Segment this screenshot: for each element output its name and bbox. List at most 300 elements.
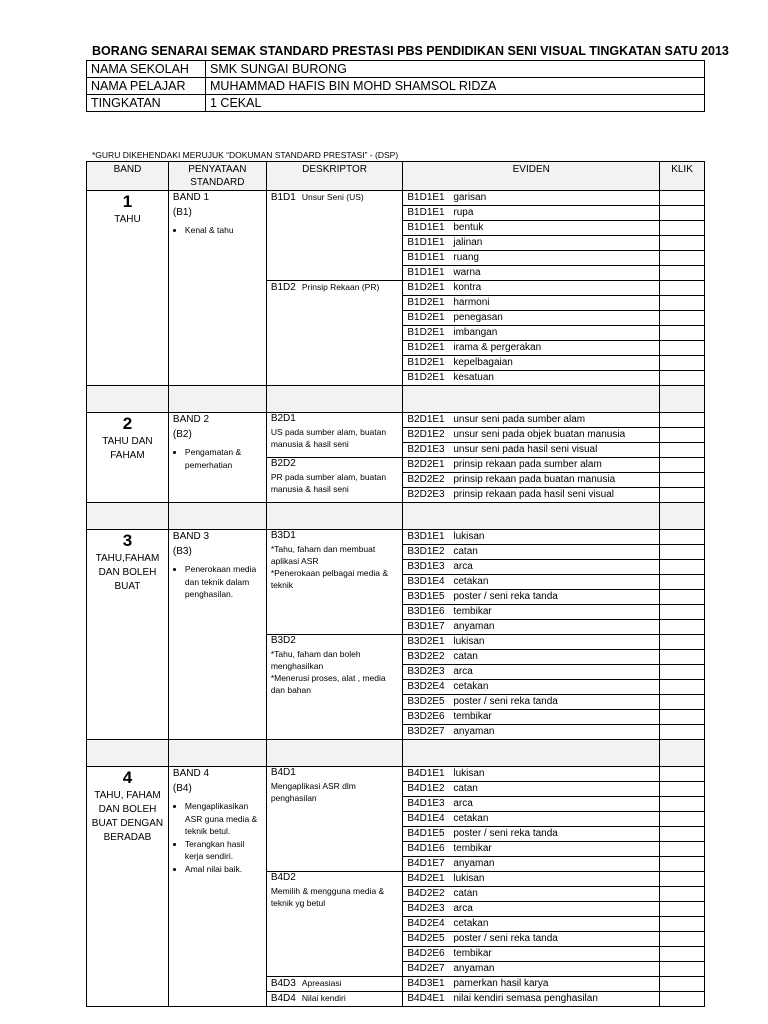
evidence-code: B3D1E6 [407, 606, 445, 617]
evidence-cell [403, 977, 660, 992]
klik-cell[interactable] [660, 767, 705, 782]
evidence-cell [403, 236, 660, 251]
evidence-code: B3D2E5 [407, 696, 445, 707]
separator-cell [403, 386, 660, 413]
band-label: TAHU,FAHAM DAN BOLEH BUAT [95, 552, 160, 592]
klik-cell[interactable] [660, 710, 705, 725]
evidence-code: B1D1E1 [407, 222, 445, 233]
evidence-text: imbangan [453, 327, 498, 338]
standard-bullet: • Pengamatan & pemerhatian [185, 446, 262, 471]
descriptor-title: Unsur Seni (US) [301, 192, 364, 202]
evidence-text: kesatuan [453, 372, 494, 383]
separator-cell [168, 740, 266, 767]
separator-cell [87, 386, 169, 413]
evidence-code: B3D1E4 [407, 576, 445, 587]
evidence-cell [403, 326, 660, 341]
separator-cell [87, 740, 169, 767]
klik-cell[interactable] [660, 872, 705, 887]
evidence-text: unsur seni pada hasil seni visual [453, 444, 598, 455]
evidence-text: lukisan [453, 768, 485, 779]
evidence-text: lukisan [453, 873, 485, 884]
klik-cell[interactable] [660, 620, 705, 635]
evidence-text: anyaman [453, 621, 495, 632]
descriptor-cell [266, 635, 403, 740]
evidence-code: B3D2E1 [407, 636, 445, 647]
evidence-code: B4D2E7 [407, 963, 445, 974]
descriptor-cell [266, 281, 403, 386]
standard-bullet: • Mengaplikasikan ASR guna media & teknik betul. [185, 800, 262, 838]
evidence-text: poster / seni reka tanda [453, 696, 558, 707]
descriptor-code: B4D3 [270, 978, 296, 989]
klik-cell[interactable] [660, 281, 705, 296]
evidence-code: B1D2E1 [407, 282, 445, 293]
band-label: TAHU [114, 213, 141, 225]
klik-cell[interactable] [660, 356, 705, 371]
klik-cell[interactable] [660, 635, 705, 650]
descriptor-title: Prinsip Rekaan (PR) [301, 282, 380, 292]
evidence-cell [403, 872, 660, 887]
header-klik: KLIK [660, 162, 705, 191]
descriptor-lines [271, 543, 399, 591]
evidence-cell [403, 812, 660, 827]
evidence-cell [403, 605, 660, 620]
band-cell [87, 767, 169, 1007]
evidence-code: B1D1E1 [407, 207, 445, 218]
evidence-text: arca [453, 903, 473, 914]
evidence-code: B4D2E5 [407, 933, 445, 944]
evidence-cell [403, 620, 660, 635]
evidence-text: rupa [453, 207, 474, 218]
klik-cell[interactable] [660, 650, 705, 665]
checklist-table [86, 161, 705, 1007]
descriptor-cell [266, 992, 403, 1007]
descriptor-code: B4D4 [270, 993, 296, 1004]
klik-cell[interactable] [660, 605, 705, 620]
evidence-code: B2D1E3 [407, 444, 445, 455]
evidence-cell [403, 842, 660, 857]
checklist-body [87, 191, 705, 1007]
klik-cell[interactable] [660, 251, 705, 266]
klik-cell[interactable] [660, 902, 705, 917]
descriptor-title: Apreasiasi [301, 978, 342, 988]
standard-bullet: • Terangkan hasil kerja sendiri. [185, 838, 262, 863]
evidence-code: B4D2E3 [407, 903, 445, 914]
info-row-student [87, 78, 705, 95]
evidence-cell [403, 725, 660, 740]
klik-cell[interactable] [660, 992, 705, 1007]
klik-cell[interactable] [660, 725, 705, 740]
evidence-cell [403, 590, 660, 605]
evidence-code: B1D1E1 [407, 237, 445, 248]
separator-cell [266, 503, 403, 530]
klik-cell[interactable] [660, 488, 705, 503]
info-row-class [87, 95, 705, 112]
klik-cell[interactable] [660, 191, 705, 206]
klik-cell[interactable] [660, 458, 705, 473]
evidence-cell [403, 827, 660, 842]
evidence-cell [403, 473, 660, 488]
evidence-cell [403, 917, 660, 932]
evidence-code: B2D2E3 [407, 489, 445, 500]
evidence-text: unsur seni pada objek buatan manusia [453, 429, 626, 440]
evidence-cell [403, 575, 660, 590]
standard-sub: (B2) [172, 428, 192, 440]
evidence-row [87, 191, 705, 206]
evidence-text: prinsip rekaan pada hasil seni visual [453, 489, 615, 500]
klik-cell[interactable] [660, 545, 705, 560]
evidence-text: poster / seni reka tanda [453, 591, 558, 602]
band-label: TAHU DAN FAHAM [102, 435, 153, 461]
evidence-code: B4D2E4 [407, 918, 445, 929]
evidence-cell [403, 797, 660, 812]
band-number: 2 [122, 414, 133, 433]
descriptor-code: B1D1 [270, 192, 296, 203]
evidence-code: B3D1E2 [407, 546, 445, 557]
header-band: BAND [87, 162, 169, 191]
evidence-code: B4D1E5 [407, 828, 445, 839]
evidence-text: arca [453, 798, 473, 809]
header-evidence: EVIDEN [403, 162, 660, 191]
klik-cell[interactable] [660, 413, 705, 428]
evidence-cell [403, 560, 660, 575]
standard-cell [168, 191, 266, 386]
evidence-text: cetakan [453, 576, 489, 587]
descriptor-title: Mengaplikasi ASR dlm penghasilan [270, 780, 356, 803]
evidence-cell [403, 665, 660, 680]
evidence-text: prinsip rekaan pada sumber alam [453, 459, 602, 470]
evidence-cell [403, 545, 660, 560]
klik-cell[interactable] [660, 206, 705, 221]
band-label: TAHU, FAHAM DAN BOLEH BUAT DENGAN BERADAB [91, 789, 164, 843]
info-label: NAMA PELAJAR [87, 78, 206, 95]
evidence-text: catan [453, 888, 478, 899]
evidence-cell [403, 356, 660, 371]
band-number: 1 [122, 192, 133, 211]
klik-cell[interactable] [660, 842, 705, 857]
info-value: SMK SUNGAI BURONG [206, 61, 705, 78]
evidence-code: B2D2E1 [407, 459, 445, 470]
klik-cell[interactable] [660, 977, 705, 992]
descriptor-title: PR pada sumber alam, buatan manusia & hasil seni [270, 471, 387, 494]
klik-cell[interactable] [660, 428, 705, 443]
klik-cell[interactable] [660, 560, 705, 575]
separator-cell [660, 740, 705, 767]
evidence-code: B4D1E7 [407, 858, 445, 869]
evidence-code: B4D2E2 [407, 888, 445, 899]
descriptor-code: B1D2 [270, 282, 296, 293]
klik-cell[interactable] [660, 797, 705, 812]
teacher-note: *GURU DIKEHENDAKI MERUJUK “DOKUMAN STANDARD PRESTASI” - (DSP) [92, 150, 399, 160]
evidence-cell [403, 902, 660, 917]
band-cell [87, 413, 169, 503]
band-cell [87, 530, 169, 740]
evidence-cell [403, 650, 660, 665]
evidence-text: cetakan [453, 681, 489, 692]
evidence-text: cetakan [453, 813, 489, 824]
evidence-cell [403, 371, 660, 386]
descriptor-lines [271, 648, 399, 696]
evidence-row [87, 767, 705, 782]
evidence-cell [403, 782, 660, 797]
evidence-code: B1D1E1 [407, 192, 445, 203]
klik-cell[interactable] [660, 311, 705, 326]
evidence-code: B1D2E1 [407, 297, 445, 308]
klik-cell[interactable] [660, 857, 705, 872]
evidence-code: B3D2E6 [407, 711, 445, 722]
klik-cell[interactable] [660, 827, 705, 842]
info-label: NAMA SEKOLAH [87, 61, 206, 78]
descriptor-cell [266, 977, 403, 992]
info-value: 1 CEKAL [206, 95, 705, 112]
descriptor-line: *Penerokaan pelbagai media & teknik [270, 567, 389, 590]
evidence-text: kepelbagaian [453, 357, 513, 368]
evidence-code: B3D2E4 [407, 681, 445, 692]
standard-cell [168, 530, 266, 740]
evidence-cell [403, 266, 660, 281]
evidence-text: penegasan [453, 312, 503, 323]
evidence-cell [403, 488, 660, 503]
evidence-text: cetakan [453, 918, 489, 929]
evidence-cell [403, 635, 660, 650]
evidence-code: B1D2E1 [407, 327, 445, 338]
evidence-code: B3D1E3 [407, 561, 445, 572]
descriptor-line: *Tahu, faham dan membuat aplikasi ASR [270, 543, 376, 566]
evidence-text: catan [453, 546, 478, 557]
band-number: 4 [122, 768, 133, 787]
standard-code: BAND 1 [172, 192, 210, 203]
descriptor-cell [266, 530, 403, 635]
klik-cell[interactable] [660, 695, 705, 710]
evidence-code: B3D2E7 [407, 726, 445, 737]
evidence-text: tembikar [453, 711, 492, 722]
evidence-cell [403, 710, 660, 725]
evidence-text: nilai kendiri semasa penghasilan [453, 993, 598, 1004]
descriptor-title: Nilai kendiri [301, 993, 346, 1003]
evidence-code: B4D1E4 [407, 813, 445, 824]
evidence-code: B4D2E6 [407, 948, 445, 959]
page-title: BORANG SENARAI SEMAK STANDARD PRESTASI PBS PENDIDIKAN SENI VISUAL TINGKATAN SATU 2013 [92, 44, 729, 58]
standard-code: BAND 3 [172, 531, 210, 542]
student-info-table [86, 60, 705, 112]
descriptor-code: B4D2 [270, 872, 296, 883]
evidence-code: B3D1E1 [407, 531, 445, 542]
standard-bullet: • Penerokaan media dan teknik dalam penghasilan. [185, 563, 262, 601]
descriptor-code: B4D1 [270, 767, 296, 778]
standard-sub: (B3) [172, 545, 192, 557]
klik-cell[interactable] [660, 932, 705, 947]
klik-cell[interactable] [660, 371, 705, 386]
standard-sub: (B1) [172, 206, 192, 218]
separator-cell [87, 503, 169, 530]
evidence-text: garisan [453, 192, 487, 203]
standard-code: BAND 4 [172, 768, 210, 779]
band-number: 3 [122, 531, 133, 550]
descriptor-cell [266, 458, 403, 503]
standard-sub: (B4) [172, 782, 192, 794]
descriptor-line: *Menerusi proses, alat , media dan bahan [270, 672, 386, 695]
evidence-code: B1D2E1 [407, 312, 445, 323]
klik-cell[interactable] [660, 947, 705, 962]
evidence-cell [403, 947, 660, 962]
descriptor-cell [266, 767, 403, 872]
separator-cell [168, 503, 266, 530]
evidence-text: prinsip rekaan pada buatan manusia [453, 474, 616, 485]
evidence-code: B3D2E2 [407, 651, 445, 662]
evidence-cell [403, 857, 660, 872]
evidence-text: bentuk [453, 222, 484, 233]
info-row-school [87, 61, 705, 78]
evidence-cell [403, 530, 660, 545]
header-descriptor: DESKRIPTOR [266, 162, 403, 191]
klik-cell[interactable] [660, 680, 705, 695]
evidence-text: tembikar [453, 606, 492, 617]
evidence-cell [403, 221, 660, 236]
evidence-cell [403, 251, 660, 266]
evidence-text: harmoni [453, 297, 490, 308]
evidence-code: B4D1E2 [407, 783, 445, 794]
band-separator [87, 503, 705, 530]
evidence-code: B3D1E7 [407, 621, 445, 632]
evidence-code: B1D1E1 [407, 267, 445, 278]
descriptor-code: B2D2 [270, 458, 296, 469]
klik-cell[interactable] [660, 575, 705, 590]
evidence-text: tembikar [453, 948, 492, 959]
evidence-text: anyaman [453, 963, 495, 974]
separator-cell [403, 503, 660, 530]
descriptor-title: Memilih & mengguna media & teknik yg betul [270, 885, 385, 908]
standard-bullets [173, 446, 262, 471]
separator-cell [266, 386, 403, 413]
standard-bullets [173, 563, 262, 601]
evidence-text: arca [453, 666, 473, 677]
evidence-code: B4D4E1 [407, 993, 445, 1004]
standard-cell [168, 413, 266, 503]
klik-cell[interactable] [660, 962, 705, 977]
evidence-cell [403, 962, 660, 977]
klik-cell[interactable] [660, 590, 705, 605]
evidence-cell [403, 206, 660, 221]
evidence-row [87, 413, 705, 428]
descriptor-line: *Tahu, faham dan boleh menghasilkan [270, 648, 361, 671]
evidence-cell [403, 695, 660, 710]
descriptor-title: US pada sumber alam, buatan manusia & hasil seni [270, 426, 387, 449]
separator-cell [403, 740, 660, 767]
info-label: TINGKATAN [87, 95, 206, 112]
evidence-cell [403, 767, 660, 782]
evidence-cell [403, 887, 660, 902]
klik-cell[interactable] [660, 917, 705, 932]
klik-cell[interactable] [660, 887, 705, 902]
evidence-code: B4D2E1 [407, 873, 445, 884]
header-row [87, 162, 705, 191]
evidence-code: B3D2E3 [407, 666, 445, 677]
evidence-code: B4D1E6 [407, 843, 445, 854]
band-cell [87, 191, 169, 386]
evidence-code: B1D1E1 [407, 252, 445, 263]
descriptor-cell [266, 872, 403, 977]
standard-bullets [173, 800, 262, 875]
descriptor-cell [266, 191, 403, 281]
separator-cell [660, 386, 705, 413]
klik-cell[interactable] [660, 296, 705, 311]
evidence-cell [403, 191, 660, 206]
band-separator [87, 740, 705, 767]
evidence-cell [403, 458, 660, 473]
evidence-code: B2D1E2 [407, 429, 445, 440]
evidence-code: B2D1E1 [407, 414, 445, 425]
descriptor-cell [266, 413, 403, 458]
evidence-code: B2D2E2 [407, 474, 445, 485]
evidence-cell [403, 680, 660, 695]
standard-bullet: • Amal nilai baik. [185, 863, 262, 876]
evidence-cell [403, 296, 660, 311]
evidence-text: lukisan [453, 636, 485, 647]
evidence-text: lukisan [453, 531, 485, 542]
klik-cell[interactable] [660, 782, 705, 797]
evidence-text: poster / seni reka tanda [453, 933, 558, 944]
standard-bullets [173, 224, 262, 237]
evidence-text: catan [453, 651, 478, 662]
standard-code: BAND 2 [172, 414, 210, 425]
evidence-code: B1D2E1 [407, 372, 445, 383]
evidence-text: arca [453, 561, 473, 572]
evidence-cell [403, 428, 660, 443]
evidence-text: anyaman [453, 858, 495, 869]
klik-cell[interactable] [660, 443, 705, 458]
evidence-cell [403, 443, 660, 458]
evidence-text: poster / seni reka tanda [453, 828, 558, 839]
klik-cell[interactable] [660, 341, 705, 356]
klik-cell[interactable] [660, 221, 705, 236]
evidence-text: pamerkan hasil karya [453, 978, 549, 989]
evidence-text: jalinan [453, 237, 483, 248]
klik-cell[interactable] [660, 530, 705, 545]
klik-cell[interactable] [660, 326, 705, 341]
evidence-text: irama & pergerakan [453, 342, 542, 353]
klik-cell[interactable] [660, 236, 705, 251]
evidence-code: B4D1E3 [407, 798, 445, 809]
evidence-code: B4D3E1 [407, 978, 445, 989]
standard-bullet: • Kenal & tahu [185, 224, 262, 237]
evidence-cell [403, 932, 660, 947]
evidence-cell [403, 311, 660, 326]
klik-cell[interactable] [660, 266, 705, 281]
klik-cell[interactable] [660, 665, 705, 680]
klik-cell[interactable] [660, 812, 705, 827]
evidence-text: anyaman [453, 726, 495, 737]
evidence-code: B1D2E1 [407, 357, 445, 368]
evidence-text: warna [453, 267, 481, 278]
header-standard: PENYATAAN STANDARD [168, 162, 266, 191]
standard-cell [168, 767, 266, 1007]
evidence-text: unsur seni pada sumber alam [453, 414, 586, 425]
evidence-text: kontra [453, 282, 482, 293]
evidence-text: tembikar [453, 843, 492, 854]
evidence-cell [403, 281, 660, 296]
evidence-cell [403, 992, 660, 1007]
evidence-cell [403, 341, 660, 356]
descriptor-code: B3D1 [270, 530, 296, 541]
evidence-code: B1D2E1 [407, 342, 445, 353]
klik-cell[interactable] [660, 473, 705, 488]
evidence-row [87, 530, 705, 545]
evidence-code: B4D1E1 [407, 768, 445, 779]
descriptor-code: B2D1 [270, 413, 296, 424]
evidence-text: catan [453, 783, 478, 794]
band-separator [87, 386, 705, 413]
evidence-text: ruang [453, 252, 479, 263]
descriptor-code: B3D2 [270, 635, 296, 646]
